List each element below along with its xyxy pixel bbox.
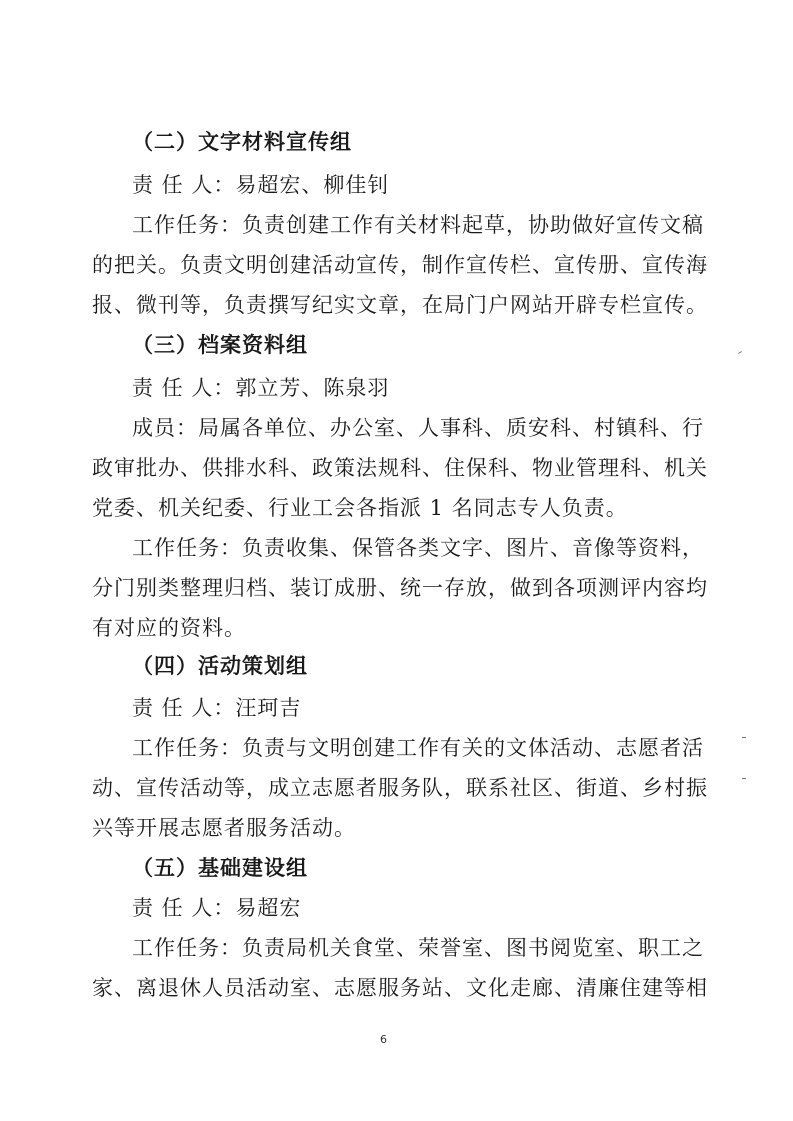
- task-line-5-2: 家、离退休人员活动室、志愿服务站、文化走廊、清廉住建等相: [92, 976, 708, 1000]
- page-number: 6: [380, 1033, 387, 1046]
- scan-mark: [742, 778, 746, 779]
- task-line-2-3: 报、微刊等，负责撰写纪实文章，在局门户网站开辟专栏宣传。: [92, 293, 708, 317]
- member-line-3-1: 成员：局属各单位、办公室、人事科、质安科、村镇科、行: [132, 416, 704, 440]
- task-line-5-1: 工作任务：负责局机关食堂、荣誉室、图书阅览室、职工之: [132, 936, 704, 960]
- section-heading-2: （二）文字材料宣传组: [132, 129, 352, 154]
- task-line-3-1: 工作任务：负责收集、保管各类文字、图片、音像等资料，: [132, 536, 704, 560]
- member-line-3-3: 党委、机关纪委、行业工会各指派 1 名同志专人负责。: [92, 496, 628, 520]
- section-heading-5: （五）基础建设组: [132, 855, 308, 880]
- scan-mark: [738, 351, 742, 354]
- section-heading-4: （四）活动策划组: [132, 653, 308, 678]
- responsible-line-2: 责 任 人：易超宏、柳佳钊: [132, 173, 390, 197]
- member-line-3-2: 政审批办、供排水科、政策法规科、住保科、物业管理科、机关: [92, 456, 708, 480]
- task-line-4-2: 动、宣传活动等，成立志愿者服务队，联系社区、街道、乡村振: [92, 776, 708, 800]
- scan-mark: [742, 737, 746, 738]
- task-line-4-3: 兴等开展志愿者服务活动。: [92, 816, 356, 840]
- responsible-line-3: 责 任 人：郭立芳、陈泉羽: [132, 376, 390, 400]
- task-line-4-1: 工作任务：负责与文明创建工作有关的文体活动、志愿者活: [132, 736, 704, 760]
- task-line-3-3: 有对应的资料。: [92, 616, 246, 640]
- section-heading-3: （三）档案资料组: [132, 332, 308, 357]
- task-line-2-2: 的把关。负责文明创建活动宣传，制作宣传栏、宣传册、宣传海: [92, 253, 708, 277]
- responsible-line-4: 责 任 人：汪珂吉: [132, 696, 302, 720]
- task-line-3-2: 分门别类整理归档、装订成册、统一存放，做到各项测评内容均: [92, 576, 708, 600]
- responsible-line-5: 责 任 人：易超宏: [132, 896, 302, 920]
- task-line-2-1: 工作任务：负责创建工作有关材料起草，协助做好宣传文稿: [132, 213, 704, 237]
